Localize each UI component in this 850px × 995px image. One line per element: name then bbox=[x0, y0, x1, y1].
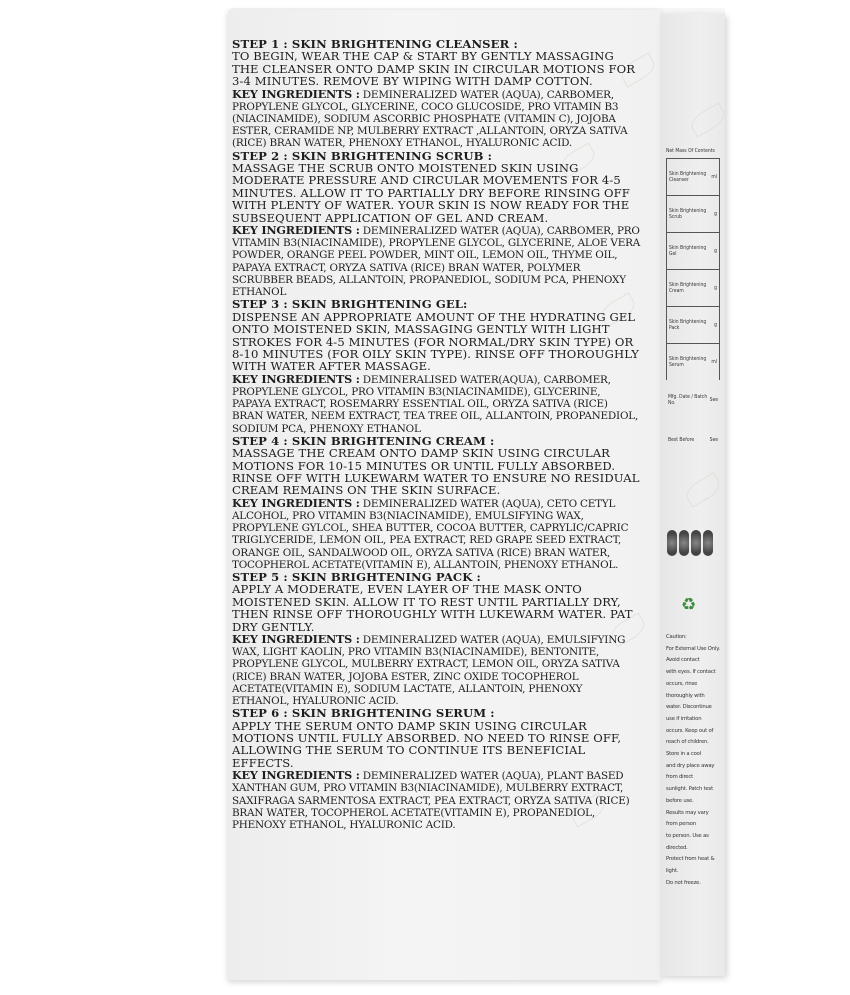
step-2 bbox=[232, 150, 642, 299]
step-1 bbox=[232, 38, 642, 150]
caution-line: For External Use Only. Avoid contact bbox=[666, 645, 720, 664]
key-ingredients-label: KEY INGREDIENTS : bbox=[232, 768, 360, 783]
key-ingredients bbox=[232, 633, 642, 707]
net-contents-table bbox=[666, 148, 720, 460]
cleanser-bottle-icon bbox=[667, 530, 677, 556]
instructions-text-block bbox=[232, 38, 642, 831]
row-qty: ml bbox=[711, 359, 717, 365]
key-ingredients bbox=[232, 88, 642, 150]
step-title: STEP 3 : SKIN BRIGHTENING GEL: bbox=[232, 297, 468, 312]
ingredient-list: DEMINERALIZED WATER (AQUA), CARBOMER, PROPYLENE GLYCOL, GLYCERINE, COCO GLUCOSIDE, PRO VITAMIN B3 (NIACINAMIDE), SODIUM ASCORBIC PHOSPHATE (VITAMIN C), JOJOBA ESTER, CERAMIDE NP, MULBERRY EXTRACT ,ALLANTOIN, ORYZA SATIVA (RICE) BRAN WATER, PHENOXY ETHANOL, HYALURONIC ACID. bbox=[232, 88, 628, 150]
ingredient-list: DEMINERALIZED WATER (AQUA), PLANT BASED XANTHAN GUM, PRO VITAMIN B3(NIACINAMIDE), MULBERRY EXTRACT, SAXIFRAGA SARMENTOSA EXTRACT, PEA EXTRACT, ORYZA SATIVA (RICE) BRAN WATER, TOCOPHEROL ACETATE(VITAMIN E), PROPANEDIOL, PHENOXY ETHANOL, HYALURONIC ACID. bbox=[232, 770, 630, 832]
step-5 bbox=[232, 571, 642, 707]
key-ingredients bbox=[232, 373, 642, 435]
key-ingredients-label: KEY INGREDIENTS : bbox=[232, 495, 360, 510]
key-ingredients-label: KEY INGREDIENTS : bbox=[232, 632, 360, 647]
row-name: Best Before bbox=[668, 437, 695, 443]
ingredient-list: DEMINERALIZED WATER (AQUA), CARBOMER, PRO VITAMIN B3(NIACINAMIDE), PROPYLENE GLYCOL, GLYCERINE, ALOE VERA POWDER, ORANGE PEEL POWDER, MINT OIL, LEMON OIL, THYME OIL, PAPAYA EXTRACT, ORYZA SATIVA (RICE) BRAN WATER, POLYMER SCRUBBER BEADS, ALLANTOIN, PROPANEDIOL, SODIUM PCA, PHENOXY ETHANOL bbox=[232, 225, 641, 299]
row-qty: g bbox=[714, 285, 717, 291]
key-ingredients bbox=[232, 224, 642, 298]
key-ingredients bbox=[232, 497, 642, 571]
ingredient-list: DEMINERALISED WATER(AQUA), CARBOMER, PROPYLENE GLYCOL, PRO VITAMIN B3(NIACINAMIDE), GLYCERINE, PAPAYA EXTRACT, ROSEMARRY ESSENTIAL OIL, ORYZA SATIVA (RICE) BRAN WATER, NEEM EXTRACT, TEA TREE OIL, ALLANTOIN, PROPANEDIOL, SODIUM PCA, PHENOXY ETHANOL bbox=[232, 373, 639, 435]
step-directions: APPLY A MODERATE, EVEN LAYER OF THE MASK ONTO MOISTENED SKIN. ALLOW IT TO REST UNTIL PARTIALLY DRY, THEN RINSE OFF THOROUGHLY WITH LUKEWARM WATER. PAT DRY GENTLY. bbox=[232, 582, 633, 634]
step-title: STEP 2 : SKIN BRIGHTENING SCRUB : bbox=[232, 148, 493, 163]
ingredient-list: DEMINERALIZED WATER (AQUA), CETO CETYL ALCOHOL, PRO VITAMIN B3(NIACINAMIDE), EMULSIFYING WAX, PROPYLENE GYLCOL, SHEA BUTTER, COCOA BUTTER, CAPRYLIC/CAPRIC TRIGLYCERIDE, LEMON OIL, PEA EXTRACT, RED GRAPE SEED EXTRACT, ORANGE OIL, SANDALWOOD OIL, ORYZA SATIVA (RICE) BRAN WATER, TOCOPHEROL ACETATE(VITAMIN E), ALLANTOIN, PHENOXY ETHANOL. bbox=[232, 497, 629, 571]
caution-line: to person. Use as directed. bbox=[666, 832, 709, 851]
row-qty: g bbox=[714, 248, 717, 254]
cream-jar-icon bbox=[703, 530, 713, 556]
row-name: Skin Brightening Scrub bbox=[669, 208, 707, 220]
key-ingredients-label: KEY INGREDIENTS : bbox=[232, 223, 360, 238]
row-qty: ml bbox=[711, 174, 717, 180]
step-4 bbox=[232, 435, 642, 571]
caution-line: Caution: bbox=[666, 634, 687, 640]
row-qty: See bbox=[709, 397, 718, 403]
row-qty: g bbox=[714, 322, 717, 328]
row-name: Skin Brightening Pack bbox=[669, 319, 707, 331]
caution-line: with eyes. If contact occurs, rinse bbox=[666, 669, 716, 687]
caution-line: reach of children. Store in a cool bbox=[666, 739, 709, 758]
table-row bbox=[666, 306, 720, 343]
caution-line: use if irritation occurs. Keep out of bbox=[666, 715, 714, 734]
table-header: Net Mass Of Contents bbox=[666, 148, 715, 154]
gel-bottle-icon bbox=[691, 530, 701, 556]
recycle-icon: ♻ bbox=[681, 595, 697, 615]
table-row bbox=[666, 380, 720, 420]
key-ingredients-label: KEY INGREDIENTS : bbox=[232, 86, 360, 101]
step-3 bbox=[232, 298, 642, 434]
caution-line: and dry place away from direct bbox=[666, 762, 715, 781]
row-name: Skin Brightening Cleanser bbox=[669, 171, 707, 183]
row-qty: See bbox=[709, 437, 718, 443]
step-6 bbox=[232, 707, 642, 831]
caution-line: thoroughly with water. Discontinue bbox=[666, 692, 712, 711]
table-row bbox=[666, 195, 720, 232]
table-row bbox=[666, 420, 720, 460]
caution-line: sunlight. Patch test before use. bbox=[666, 786, 713, 804]
caution-line: Do not freeze. bbox=[666, 879, 701, 886]
table-row bbox=[666, 343, 720, 380]
step-title: STEP 1 : SKIN BRIGHTENING CLEANSER : bbox=[232, 37, 518, 51]
caution-line: Results may vary from person bbox=[666, 809, 709, 828]
row-name: Skin Brightening Gel bbox=[669, 245, 707, 257]
table-row bbox=[666, 232, 720, 269]
table-row bbox=[666, 158, 720, 195]
table-row bbox=[666, 269, 720, 306]
step-title: STEP 5 : SKIN BRIGHTENING PACK : bbox=[232, 570, 481, 584]
usage-icons bbox=[667, 530, 723, 560]
step-directions: APPLY THE SERUM ONTO DAMP SKIN USING CIRCULAR MOTIONS UNTIL FULLY ABSORBED. NO NEED TO RINSE OFF, ALLOWING THE SERUM TO CONTINUE ITS BENEFICIAL EFFECTS. bbox=[232, 718, 622, 770]
row-qty: g bbox=[714, 211, 717, 217]
step-title: STEP 4 : SKIN BRIGHTENING CREAM : bbox=[232, 433, 495, 448]
row-name: Skin Brightening Serum bbox=[669, 356, 707, 368]
step-directions: TO BEGIN, WEAR THE CAP & START BY GENTLY MASSAGING THE CLEANSER ONTO DAMP SKIN IN CIRCULAR MOTIONS FOR 3-4 MINUTES. REMOVE BY WIPING WITH DAMP COTTON. bbox=[232, 49, 636, 89]
step-title: STEP 6 : SKIN BRIGHTENING SERUM : bbox=[232, 706, 495, 721]
row-name: Skin Brightening Cream bbox=[669, 282, 707, 294]
key-ingredients bbox=[232, 769, 642, 831]
step-directions: MASSAGE THE SCRUB ONTO MOISTENED SKIN USING MODERATE PRESSURE AND CIRCULAR MOVEMENTS FOR 4-5 MINUTES. ALLOW IT TO PARTIALLY DRY BEFORE RINSING OFF WITH PLENTY OF WATER. YOUR SKIN IS NOW READY FOR THE SUBSEQUENT APPLICATION OF GEL AND CREAM. bbox=[232, 161, 630, 225]
caution-text bbox=[666, 632, 720, 889]
ingredient-list: DEMINERALIZED WATER (AQUA), EMULSIFYING WAX, LIGHT KAOLIN, PRO VITAMIN B3(NIACINAMIDE), BENTONITE, PROPYLENE GLYCOL, MULBERRY EXTRACT, LEMON OIL, ORYZA SATIVA (RICE) BRAN WATER, JOJOBA ESTER, ZINC OXIDE TOCOPHEROL ACETATE(VITAMIN E), SODIUM LACTATE, ALLANTOIN, PHENOXY ETHANOL, HYALURONIC ACID. bbox=[232, 634, 626, 708]
row-name: Mfg. Date / Batch No. bbox=[668, 394, 708, 406]
scrub-tube-icon bbox=[679, 530, 689, 556]
step-directions: DISPENSE AN APPROPRIATE AMOUNT OF THE HYDRATING GEL ONTO MOISTENED SKIN, MASSAGING GENTLY WITH LIGHT STROKES FOR 4-5 MINUTES (FOR NORMAL/DRY SKIN TYPE) OR 8-10 MINUTES (FOR OILY SKIN TYPE). RINSE OFF THOROUGHLY WITH WATER AFTER MASSAGE. bbox=[232, 309, 640, 374]
caution-line: Protect from heat & light. bbox=[666, 856, 715, 875]
key-ingredients-label: KEY INGREDIENTS : bbox=[232, 371, 360, 386]
step-directions: MASSAGE THE CREAM ONTO DAMP SKIN USING CIRCULAR MOTIONS FOR 10-15 MINUTES OR UNTIL FULLY ABSORBED. RINSE OFF WITH LUKEWARM WATER TO ENSURE NO RESIDUAL CREAM REMAINS ON THE SKIN SURFACE. bbox=[232, 446, 640, 498]
